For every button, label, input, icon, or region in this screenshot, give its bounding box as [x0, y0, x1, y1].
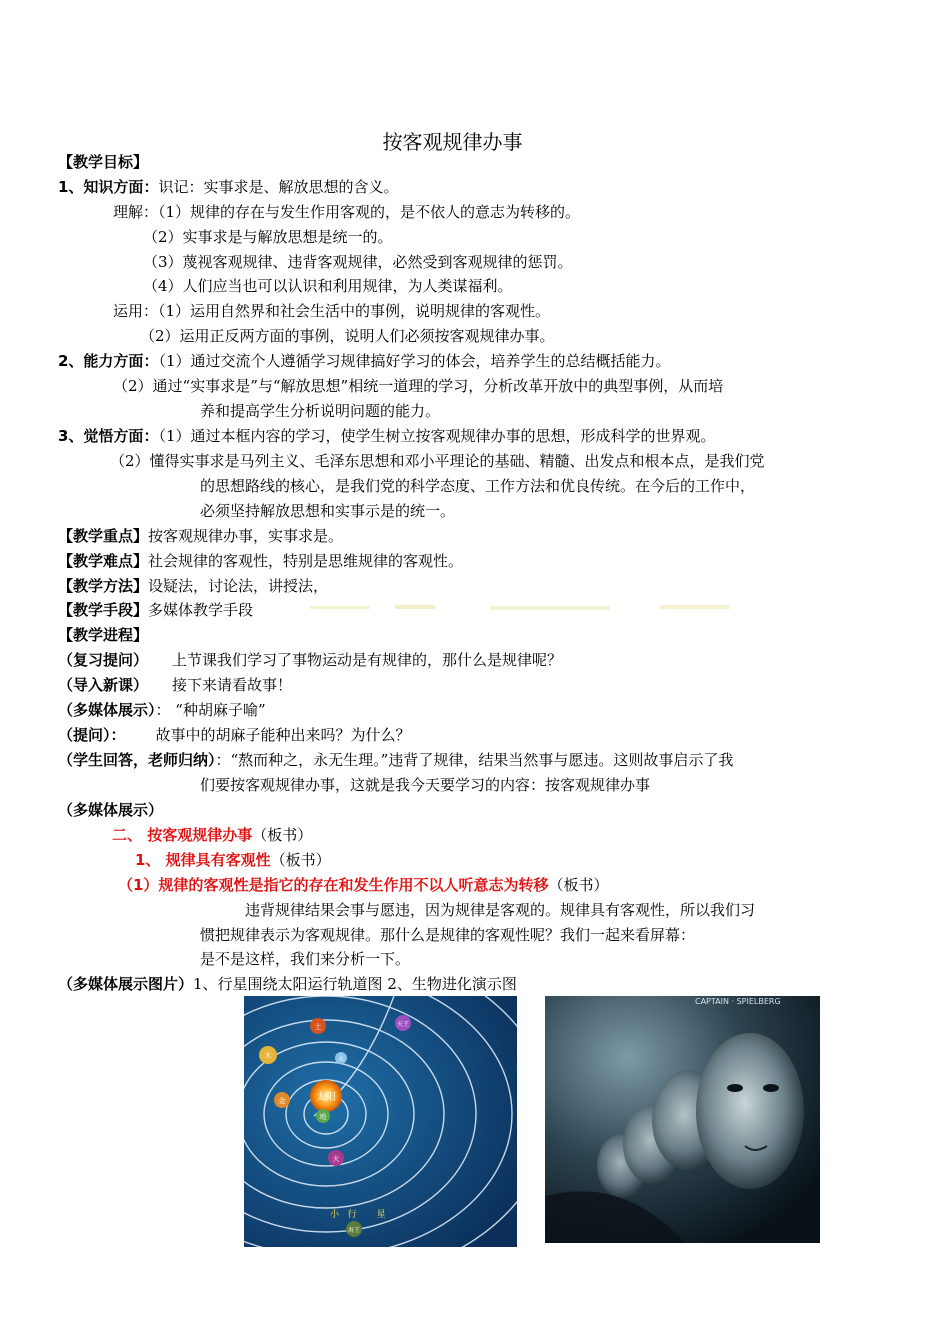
label-awareness: 3、觉悟方面：: [58, 427, 159, 445]
board-note-1: （板书）: [252, 826, 313, 844]
text-intro: 接下来请看故事！: [172, 676, 293, 694]
label-means: 【教学手段】: [58, 601, 149, 619]
face-4: [696, 1033, 804, 1189]
text-understand: 理解：（1）规律的存在与发生作用客观的，是不依人的意志为转移的。: [113, 203, 581, 221]
text-explain-3: 是不是这样，我们来分析一下。: [200, 950, 411, 968]
key-point-line: [58, 526, 343, 546]
board-heading-2: [112, 825, 312, 845]
text-memorize: 识记：实事求是、解放思想的含义。: [158, 178, 399, 196]
text-means: 多媒体教学手段: [148, 601, 254, 619]
awareness-line: [58, 426, 716, 446]
text-explain-1: 违背规律结果会事与愿违，因为规律是客观的。规律具有客观性，所以我们习: [245, 901, 756, 919]
text-ability-2: （2）通过“实事求是”与“解放思想”相统一道理的学习，分析改革开放中的典型事例，从而培: [113, 377, 724, 395]
text-apply-1: 运用：（1）运用自然界和社会生活中的事例，说明规律的客观性。: [113, 302, 551, 320]
page-title: 按客观规律办事: [382, 130, 523, 154]
label-intro: （导入新课）: [58, 676, 149, 694]
faint-scan-mark: [300, 602, 780, 614]
label-knowledge: 1、知识方面：: [58, 178, 159, 196]
text-difficulty: 社会规律的客观性，特别是思维规律的客观性。: [148, 552, 464, 570]
label-review: （复习提问）: [58, 651, 149, 669]
eye-right: [763, 1084, 779, 1092]
mars-label: 火: [332, 1155, 340, 1163]
board-heading-1: [135, 850, 331, 870]
text-awareness-1: （1）通过本框内容的学习，使学生树立按客观规律办事的思想，形成科学的世界观。: [158, 427, 716, 445]
label-difficulty: 【教学难点】: [58, 552, 149, 570]
label-ability: 2、能力方面：: [58, 352, 159, 370]
label-key-point: 【教学重点】: [58, 527, 149, 545]
text-apply-2: （2）运用正反两方面的事例，说明人们必须按客观规律办事。: [140, 327, 555, 345]
heading-section-2: 二、 按客观规律办事: [112, 826, 253, 844]
board-note-3: （板书）: [548, 876, 609, 894]
text-explain-2: 惯把规律表示为客观规律。那什么是规律的客观性呢？我们一起来看屏幕：: [200, 926, 696, 944]
solar-orbit-image: [244, 996, 517, 1247]
neptune-label: 海王: [347, 1227, 361, 1234]
earth-label: 地: [319, 1113, 327, 1121]
text-understand-3: （3）蔑视客观规律、违背客观规律，必然受到客观规律的惩罚。: [143, 253, 573, 271]
review-line: [58, 650, 562, 670]
asteroid-belt-label: 小 行 星: [330, 1210, 386, 1220]
board-note-2: （板书）: [270, 851, 331, 869]
text-key-point: 按客观规律办事，实事求是。: [148, 527, 344, 545]
saturn-label: 土: [314, 1023, 322, 1031]
text-method: 设疑法，讨论法，讲授法，: [148, 577, 329, 595]
label-question: （提问）：: [58, 726, 126, 744]
evolution-svg: [545, 996, 820, 1243]
means-line: [58, 600, 253, 620]
sun-label: 太阳: [316, 1092, 336, 1103]
intro-line: [58, 675, 292, 695]
answer-line: [58, 750, 733, 770]
eye-left: [727, 1084, 743, 1092]
difficulty-line: [58, 551, 463, 571]
label-media-images: （多媒体展示图片）: [58, 975, 194, 993]
definition-objectivity: （1）规律的客观性是指它的存在和发生作用不以人听意志为转移: [118, 876, 549, 894]
uranus-label: 天王: [396, 1021, 410, 1028]
heading-objectives: 【教学目标】: [58, 153, 149, 171]
text-question: 故事中的胡麻子能种出来吗？为什么？: [155, 726, 411, 744]
text-awareness-2: （2）懂得实事求是马列主义、毛泽东思想和邓小平理论的基础、精髓、出发点和根本点，是我们党: [110, 452, 765, 470]
media-images-line: [58, 974, 517, 994]
solar-orbit-svg: [244, 996, 517, 1247]
label-media-2: （多媒体展示）: [58, 801, 164, 819]
jupiter-label: 木: [264, 1052, 272, 1060]
text-awareness-2-end: 必须坚持解放思想和实事示是的统一。: [200, 502, 456, 520]
knowledge-line: [58, 177, 398, 197]
method-line: [58, 576, 328, 596]
text-understand-4: （4）人们应当也可以认识和利用规律，为人类谋福利。: [143, 277, 513, 295]
text-review: 上节课我们学习了事物运动是有规律的，那什么是规律呢？: [172, 651, 563, 669]
poster-caption: CAPTAIN · SPIELBERG: [695, 997, 781, 1006]
label-media: （多媒体展示）: [58, 701, 156, 719]
text-media-story: ： “种胡麻子喻”: [155, 701, 266, 719]
heading-process: 【教学进程】: [58, 626, 149, 644]
label-answer: （学生回答，老师归纳）: [58, 751, 216, 769]
mercury-label: 水: [337, 1056, 345, 1063]
board-definition: [118, 875, 608, 895]
heading-subsection-1: 1、 规律具有客观性: [135, 851, 271, 869]
text-image-captions: 1、行星围绕太阳运行轨道图 2、生物进化演示图: [193, 975, 517, 993]
evolution-image: [545, 996, 820, 1243]
text-understand-2: （2）实事求是与解放思想是统一的。: [143, 228, 393, 246]
question-line: [58, 725, 411, 745]
text-ability-1: （1）通过交流个人遵循学习规律搞好学习的体会，培养学生的总结概括能力。: [158, 352, 671, 370]
media-line: [58, 700, 266, 720]
ability-line: [58, 351, 671, 371]
venus-label: 金: [278, 1097, 286, 1105]
text-answer: ：“熬而种之，永无生理。”违背了规律，结果当然事与愿违。这则故事启示了我: [215, 751, 734, 769]
text-answer-cont: 们要按客观规律办事，这就是我今天要学习的内容：按客观规律办事: [200, 776, 651, 794]
label-method: 【教学方法】: [58, 577, 149, 595]
text-awareness-2-cont: 的思想路线的核心，是我们党的科学态度、工作方法和优良传统。在今后的工作中，: [200, 477, 756, 495]
text-ability-2-cont: 养和提高学生分析说明问题的能力。: [200, 402, 441, 420]
